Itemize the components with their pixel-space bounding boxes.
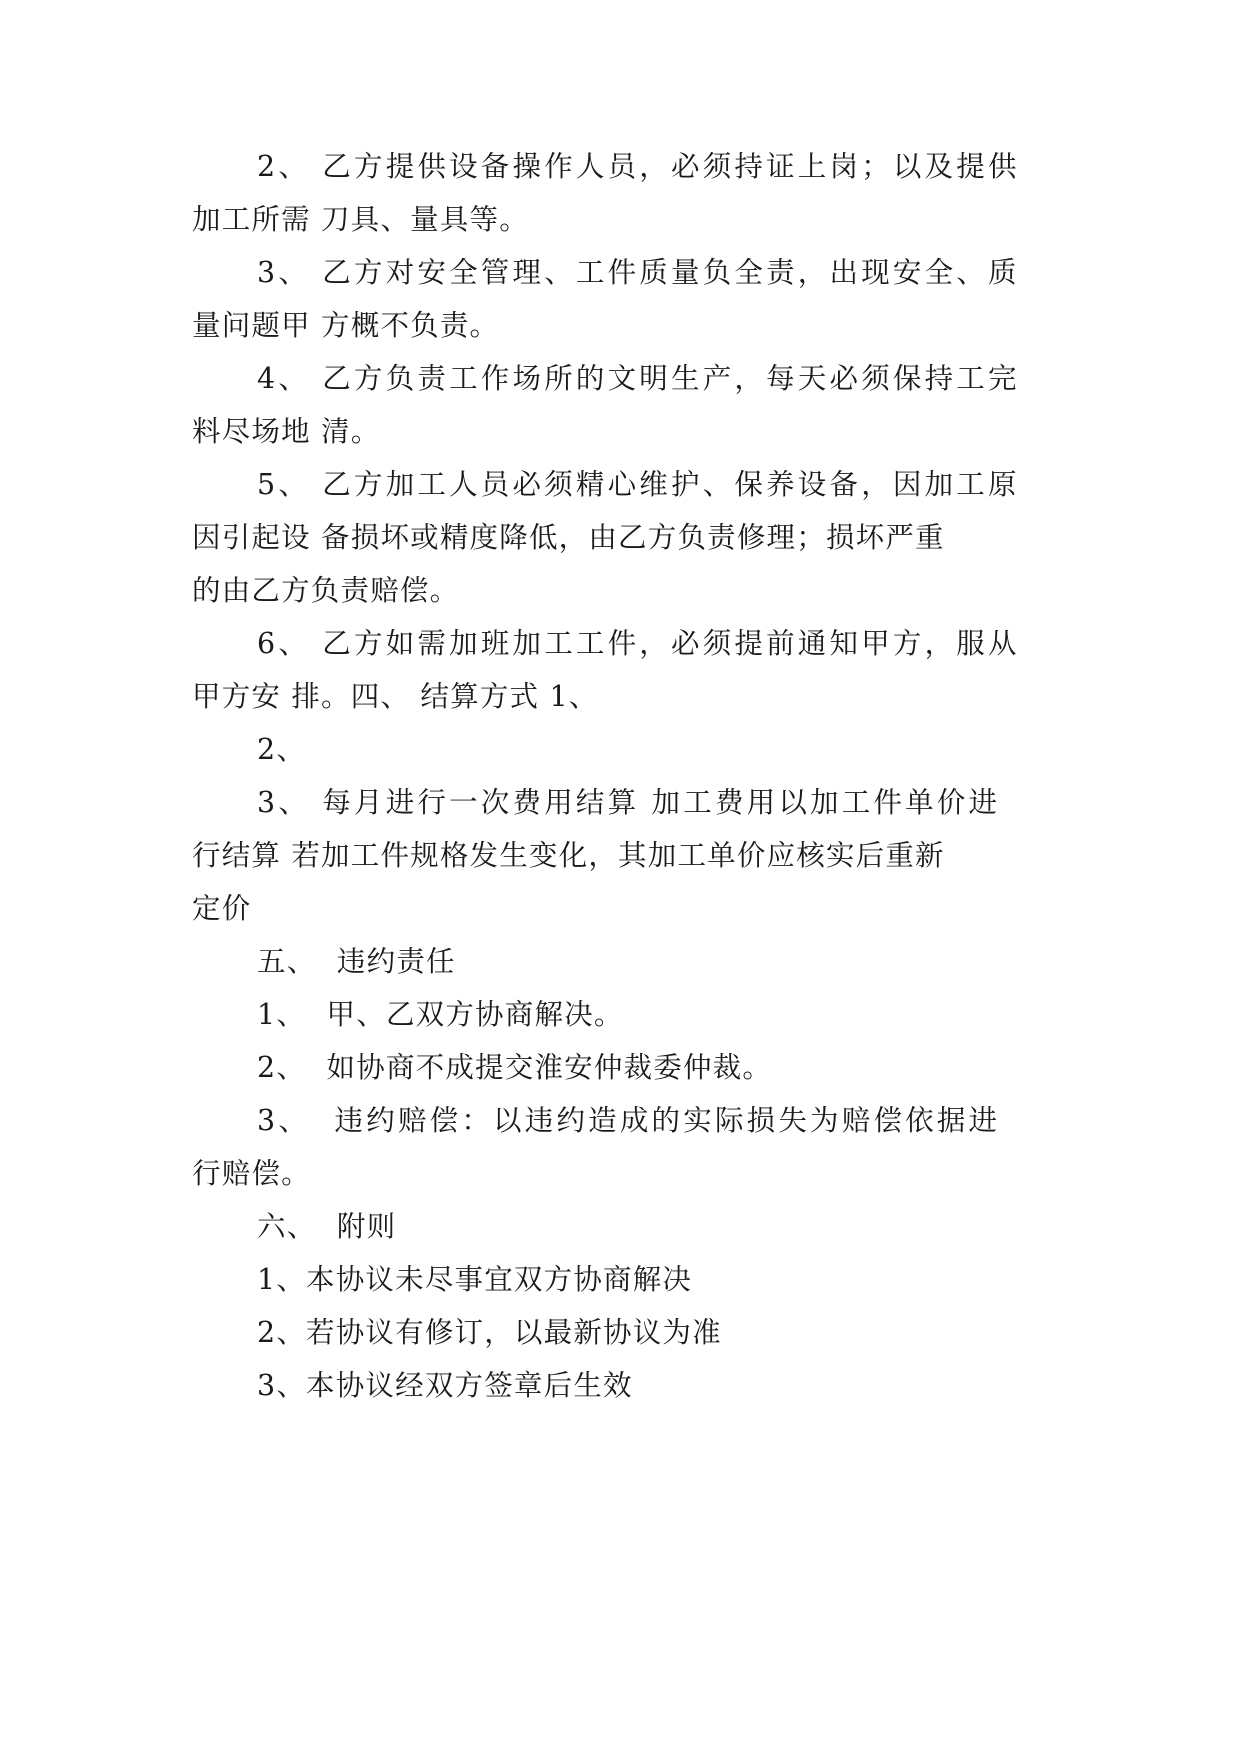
text-line: 的由乙方负责赔偿。 [192,574,460,607]
text-line: 1、 甲、乙双方协商解决。 [257,998,624,1031]
text-line: 6、 乙方如需加班加工工件，必须提前通知甲方，服从 [257,627,1020,660]
text-line: 3、 每月进行一次费用结算 加工费用以加工件单价进 [257,786,1001,819]
section-heading: 五、 违约责任 [257,945,456,978]
text-line: 量问题甲 方概不负责。 [192,309,500,342]
text-line: 行赔偿。 [192,1157,311,1190]
text-line: 4、 乙方负责工作场所的文明生产，每天必须保持工完 [257,362,1020,395]
text-line: 2、若协议有修订，以最新协议为准 [257,1316,722,1349]
text-line: 3、本协议经双方签章后生效 [257,1369,633,1402]
section-heading: 六、 附则 [257,1210,397,1243]
text-line: 2、 [257,733,307,766]
text-line: 3、 违约赔偿：以违约造成的实际损失为赔偿依据进 [257,1104,1001,1137]
text-line: 料尽场地 清。 [192,415,381,448]
text-line: 甲方安 排。四、 结算方式 1、 [192,680,599,713]
text-line: 2、 如协商不成提交淮安仲裁委仲裁。 [257,1051,773,1084]
text-line: 5、 乙方加工人员必须精心维护、保养设备，因加工原 [257,468,1020,501]
text-line: 3、 乙方对安全管理、工件质量负全责，出现安全、质 [257,256,1020,289]
text-line: 1、本协议未尽事宜双方协商解决 [257,1263,693,1296]
text-line: 行结算 若加工件规格发生变化，其加工单价应核实后重新 [192,839,945,872]
text-line: 定价 [192,892,252,925]
text-line: 加工所需 刀具、量具等。 [192,203,529,236]
text-line: 因引起设 备损坏或精度降低，由乙方负责修理；损坏严重 [192,521,945,554]
text-line: 2、 乙方提供设备操作人员，必须持证上岗；以及提供 [257,150,1020,183]
